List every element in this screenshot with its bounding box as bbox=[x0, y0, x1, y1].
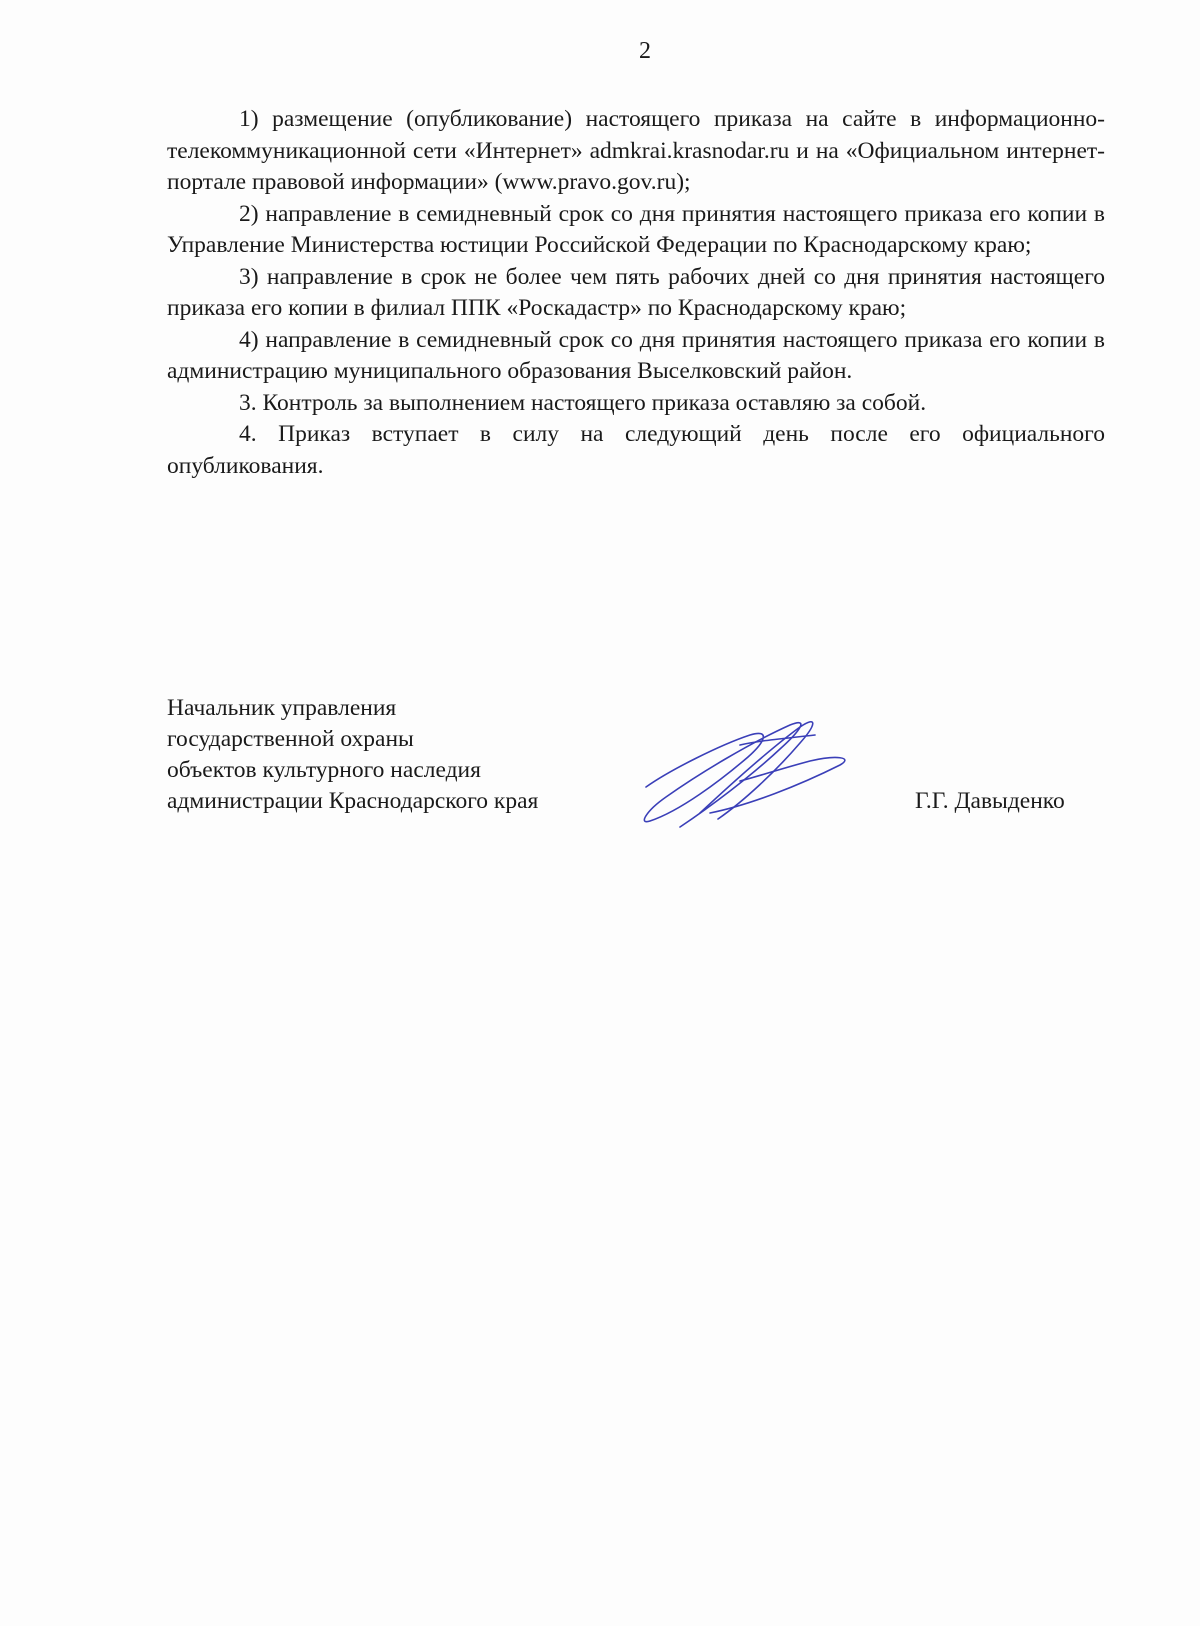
signer-position bbox=[167, 693, 627, 817]
paragraph-item-2: 2) направление в семидневный срок со дня принятия настоящего приказа его копии в Управление Министерства юстиции Российской Федерации по Краснодарскому краю; bbox=[167, 200, 1105, 258]
page-number: 2 bbox=[639, 38, 651, 64]
paragraph-item-3: 3) направление в срок не более чем пять рабочих дней со дня принятия настоящего приказа его копии в филиал ППК «Роскадастр» по Краснодарскому краю; bbox=[167, 263, 1105, 321]
position-line-4: администрации Краснодарского края bbox=[167, 788, 539, 814]
signer-name: Г.Г. Давыденко bbox=[915, 788, 1065, 814]
paragraph-clause-4: 4. Приказ вступает в силу на следующий день после его официального опубликования. bbox=[167, 421, 1105, 479]
position-line-2: государственной охраны bbox=[167, 726, 414, 752]
paragraph-clause-3: 3. Контроль за выполнением настоящего приказа оставляю за собой. bbox=[239, 389, 927, 416]
paragraph-item-4: 4) направление в семидневный срок со дня принятия настоящего приказа его копии в администрацию муниципального образования Выселковский район. bbox=[167, 326, 1105, 384]
handwritten-signature bbox=[640, 715, 870, 835]
position-line-1: Начальник управления bbox=[167, 695, 397, 721]
paragraph-item-1: 1) размещение (опубликование) настоящего приказа на сайте в информационно-телекоммуникационной сети «Интернет» admkrai.krasnodar.ru и на «Официальном интернет-портале правовой информации» (www.pravo.gov.ru); bbox=[167, 106, 1105, 195]
position-line-3: объектов культурного наследия bbox=[167, 757, 481, 783]
document-body bbox=[167, 104, 1105, 482]
